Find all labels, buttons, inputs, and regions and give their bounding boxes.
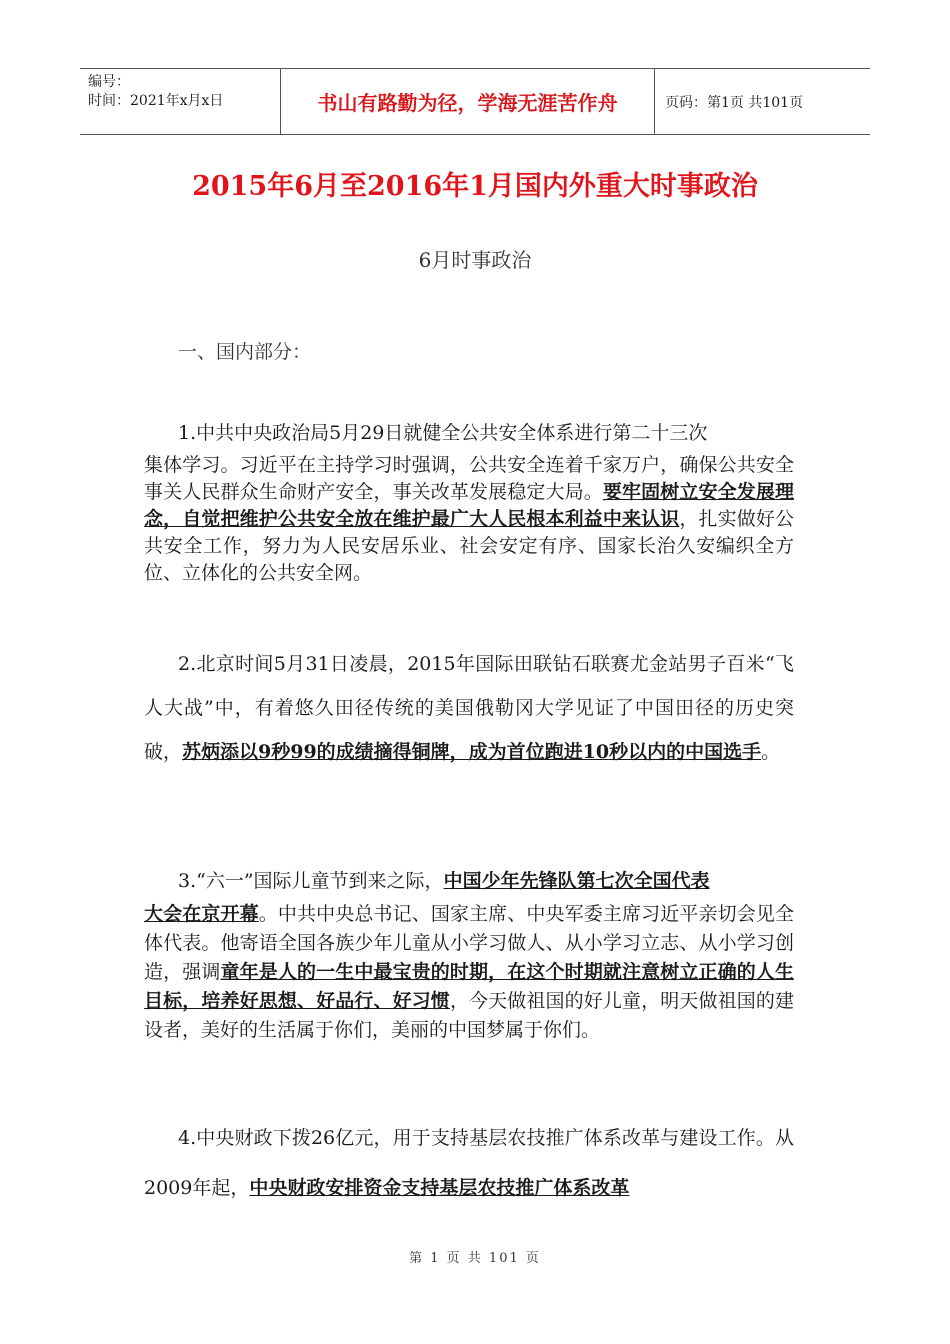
document-subtitle: 6月时事政治 xyxy=(418,248,532,272)
news-item-3 xyxy=(144,865,794,1045)
item-3-text: 。中共中央总书记、国家主席、中央军委主席习近平亲切会见全体代表。他寄语全国各族少年儿童从小学习做人、从小学习立志、从小学习创造，强调 xyxy=(144,903,794,983)
item-3-lead: 3.“六一”国际儿童节到来之际， xyxy=(178,870,444,892)
number-label: 编号： xyxy=(88,74,130,90)
item-3-lead-line xyxy=(144,865,794,897)
header-page-info: 页码：第1页 共101页 xyxy=(665,94,804,111)
item-3-highlight-a: 中国少年先锋队第七次全国代表 xyxy=(443,870,710,892)
item-3-highlight-c: 童年是人的一生中最宝贵的时期，在这个时期就注意树立正确的人生目标，培养好思想、好品行、好习惯 xyxy=(144,961,794,1012)
item-3-highlight-b: 大会在京开幕 xyxy=(144,903,259,925)
item-1-tail: ，扎实做好公共安全工作，努力为人民安居乐业、社会安定有序、国家长治久安编织全方位、立体化的公共安全网。 xyxy=(144,508,794,584)
header-meta-cell xyxy=(80,69,281,134)
item-4-text: 4.中央财政下拨26亿元，用于支持基层农技推广体系改革与建设工作。从2009年起， xyxy=(144,1127,794,1199)
item-2-highlight: 苏炳添以9秒99的成绩摘得铜牌，成为首位跑进10秒以内的中国选手 xyxy=(182,741,762,763)
item-1-highlight: 要牢固树立安全发展理念，自觉把维护公共安全放在维护最广大人民根本利益中来认识 xyxy=(144,481,794,530)
news-item-1 xyxy=(144,418,794,587)
document-title: 2015年6月至2016年1月国内外重大时事政治 xyxy=(192,171,758,202)
news-item-4 xyxy=(144,1113,794,1213)
item-2-text: 2.北京时间5月31日凌晨，2015年国际田联钻石联赛尤金站男子百米“飞人大战”中，有着悠久田径传统的美国俄勒冈大学见证了中国田径的历史突破， xyxy=(144,653,794,763)
item-4-highlight: 中央财政安排资金支持基层农技推广体系改革 xyxy=(249,1177,630,1199)
news-item-2 xyxy=(144,642,794,774)
item-2-tail: 。 xyxy=(761,741,781,763)
header-motto: 书山有路勤为径，学海无涯苦作舟 xyxy=(281,69,655,134)
document-header xyxy=(80,68,870,135)
item-1-lead: 1.中共中央政治局5月29日就健全公共安全体系进行第二十三次 xyxy=(178,422,708,444)
item-1-text: 集体学习。习近平在主持学习时强调，公共安全连着千家万户，确保公共安全事关人民群众生命财产安全，事关改革发展稳定大局。 xyxy=(144,454,794,503)
time-label: 时间：2021年x月x日 xyxy=(88,93,224,109)
page-footer: 第 1 页 共 101 页 xyxy=(409,1251,541,1266)
section-heading: 一、国内部分： xyxy=(178,341,312,363)
item-3-tail: ，今天做祖国的好儿童，明天做祖国的建设者，美好的生活属于你们，美丽的中国梦属于你们。 xyxy=(144,990,794,1041)
